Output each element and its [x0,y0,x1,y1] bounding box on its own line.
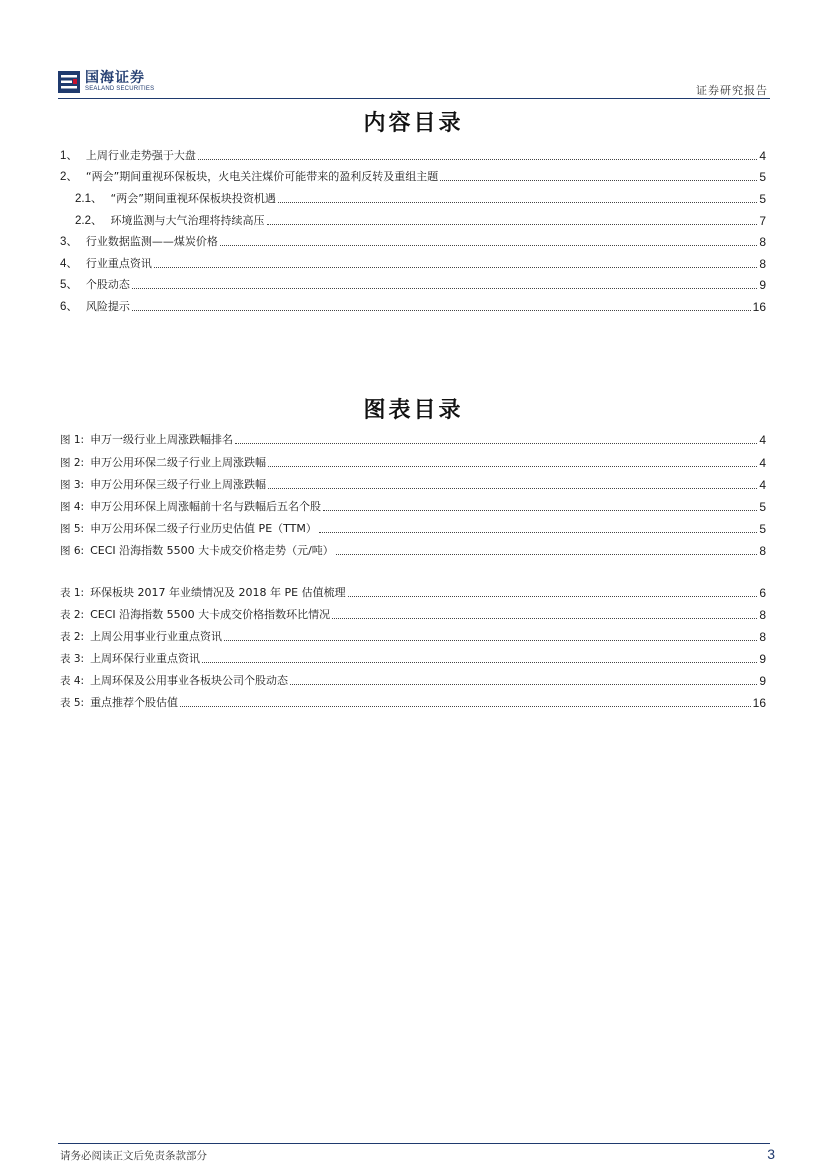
table-entry-page: 8 [759,608,766,622]
figure-entry-text: CECI 沿海指数 5500 大卡成交价格走势（元/吨） [90,544,334,557]
toc-entry-number: 1、 [60,150,78,162]
figure-entry-text: 申万一级行业上周涨跌幅排名 [90,433,234,446]
toc-entry-page: 7 [759,214,766,228]
table-entry-text: 上周公用事业行业重点资讯 [90,630,223,643]
figure-entry-text: 申万公用环保三级子行业上周涨跌幅 [90,478,267,491]
leader-dots [278,202,757,203]
toc-entry-number: 6、 [60,301,78,313]
toc-entry-page: 4 [759,149,766,163]
table-entry-number: 表 2: [60,609,85,621]
figure-entry[interactable] [60,516,766,536]
toc-subentry[interactable] [75,186,766,206]
figure-entry[interactable] [60,450,766,470]
leader-dots [132,288,757,289]
toc-entry-number: 2、 [60,171,78,183]
figure-entry-number: 图 5: [60,523,85,535]
table-entry[interactable] [60,602,766,622]
toc-entry-page: 5 [759,170,766,184]
leader-dots [268,488,757,489]
leader-dots [332,618,757,619]
leader-dots [180,706,751,707]
figure-entry[interactable] [60,427,766,447]
leader-dots [267,224,758,225]
table-entry-page: 9 [759,652,766,666]
table-entry-page: 9 [759,674,766,688]
leader-dots [336,554,758,555]
table-entry-number: 表 3: [60,653,85,665]
company-logo [58,68,154,96]
figure-entry[interactable] [60,472,766,492]
table-entry-number: 表 5: [60,697,85,709]
toc-entry[interactable] [60,272,766,292]
table-entry-text: 环保板块 2017 年业绩情况及 2018 年 PE 估值梳理 [90,586,346,599]
toc-entry-number: 4、 [60,258,78,270]
toc-entry-number: 3、 [60,236,78,248]
leader-dots [132,310,751,311]
table-entry-page: 16 [752,696,766,710]
page-number: 3 [767,1146,775,1162]
leader-dots [198,159,757,160]
figure-entry-number: 图 1: [60,434,85,446]
toc-title: 内容目录 [363,111,464,136]
toc-entry-number: 2.1、 [75,193,103,205]
leader-dots [319,532,757,533]
table-entry[interactable] [60,668,766,688]
table-entry-number: 表 2: [60,631,85,643]
leader-dots [202,662,757,663]
toc-entry-text: 风险提示 [85,300,130,313]
sealand-logo-icon [58,71,80,93]
table-entry-page: 6 [759,586,766,600]
table-entry[interactable] [60,690,766,710]
footer-divider [58,1143,770,1144]
figure-entry-number: 图 2: [60,457,85,469]
toc-entry-number: 2.2、 [75,215,103,227]
figure-entry-page: 4 [759,433,766,447]
figure-entry-number: 图 3: [60,479,85,491]
table-entry-page: 8 [759,630,766,644]
table-entry[interactable] [60,580,766,600]
toc-entry-text: 个股动态 [85,278,130,291]
leader-dots [268,466,757,467]
toc-entry-page: 16 [752,300,766,314]
table-entry-text: 上周环保及公用事业各板块公司个股动态 [90,674,289,687]
toc-entry-text: 行业重点资讯 [85,257,152,270]
toc-entry-page: 9 [759,278,766,292]
footer-disclaimer: 请务必阅读正文后免责条款部分 [60,1150,207,1162]
table-entry-number: 表 1: [60,587,85,599]
figure-entry[interactable] [60,494,766,514]
toc-entry-text: 环境监测与大气治理将持续高压 [110,214,265,227]
figure-entry-text: 申万公用环保二级子行业历史估值 PE（TTM） [90,522,317,535]
leader-dots [290,684,757,685]
figure-entry-page: 8 [759,544,766,558]
table-entry-text: 上周环保行业重点资讯 [90,652,201,665]
leader-dots [348,596,758,597]
logo-chinese-name: 国海证券 [85,70,145,86]
figure-entry-page: 5 [759,500,766,514]
leader-dots [154,267,757,268]
toc-entry-page: 8 [759,235,766,249]
figures-title: 图表目录 [363,398,464,423]
figure-entry-number: 图 4: [60,501,85,513]
toc-entry[interactable] [60,229,766,249]
toc-entry[interactable] [60,164,766,184]
figure-entry-page: 5 [759,522,766,536]
toc-entry-page: 5 [759,192,766,206]
leader-dots [220,245,757,246]
page-header [58,68,770,99]
report-type-label: 证券研究报告 [696,84,768,97]
table-entry[interactable] [60,624,766,644]
toc-entry-text: “两会”期间重视环保板块，火电关注煤价可能带来的盈利反转及重组主题 [85,170,439,183]
toc-entry[interactable] [60,143,766,163]
table-entry-number: 表 4: [60,675,85,687]
leader-dots [323,510,757,511]
table-entry-text: 重点推荐个股估值 [90,696,179,709]
toc-entry-page: 8 [759,257,766,271]
toc-entry-text: 上周行业走势强于大盘 [85,149,196,162]
leader-dots [235,443,757,444]
leader-dots [440,180,757,181]
leader-dots [224,640,757,641]
toc-entry[interactable] [60,251,766,271]
figure-entry-text: 申万公用环保二级子行业上周涨跌幅 [90,456,267,469]
figure-entry-page: 4 [759,456,766,470]
toc-entry[interactable] [60,294,766,314]
toc-entry-number: 5、 [60,279,78,291]
table-entry[interactable] [60,646,766,666]
toc-entry-text: 行业数据监测——煤炭价格 [85,235,218,248]
toc-entry-text: “两会”期间重视环保板块投资机遇 [110,192,276,205]
figure-entry[interactable] [60,538,766,558]
table-entry-text: CECI 沿海指数 5500 大卡成交价格指数环比情况 [90,608,331,621]
figure-entry-number: 图 6: [60,545,85,557]
figure-entry-text: 申万公用环保上周涨幅前十名与跌幅后五名个股 [90,500,322,513]
toc-subentry[interactable] [75,208,766,228]
figure-entry-page: 4 [759,478,766,492]
logo-english-name: SEALAND SECURITIES [85,86,155,92]
